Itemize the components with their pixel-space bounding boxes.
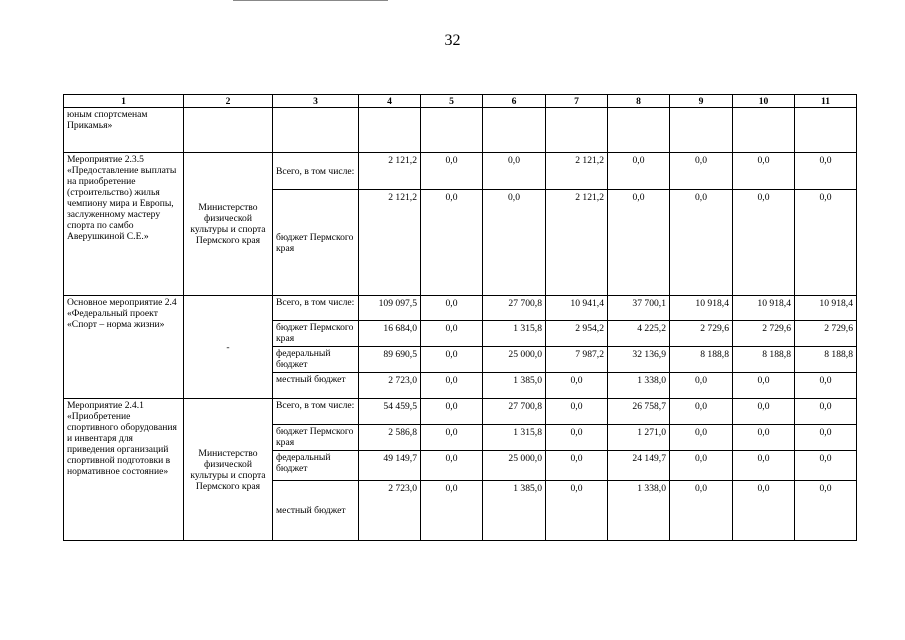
value-cell: 0,0 [670, 190, 733, 296]
value-cell: 0,0 [421, 425, 483, 451]
value-cell: 0,0 [670, 425, 733, 451]
value-cell: 37 700,1 [608, 296, 670, 321]
value-cell: 27 700,8 [483, 296, 546, 321]
value-cell: 0,0 [421, 153, 483, 190]
value-cell: 2 121,2 [359, 153, 421, 190]
value-cell: 0,0 [670, 153, 733, 190]
col-header: 7 [546, 95, 608, 108]
value-cell: 109 097,5 [359, 296, 421, 321]
value-cell: 8 188,8 [795, 347, 857, 373]
value-cell: 8 188,8 [733, 347, 795, 373]
value-cell: 0,0 [795, 373, 857, 399]
value-cell: 2 723,0 [359, 481, 421, 541]
value-cell: 0,0 [670, 481, 733, 541]
col-header: 1 [64, 95, 184, 108]
value-cell: 0,0 [421, 321, 483, 347]
value-cell: 0,0 [546, 373, 608, 399]
col-header: 2 [184, 95, 273, 108]
value-cell: 0,0 [546, 425, 608, 451]
value-cell: 1 338,0 [608, 373, 670, 399]
value-cell: 54 459,5 [359, 399, 421, 425]
value-cell: 7 987,2 [546, 347, 608, 373]
funding-source: Всего, в том числе: [273, 296, 359, 321]
value-cell: 26 758,7 [608, 399, 670, 425]
funding-source: федеральный бюджет [273, 451, 359, 481]
value-cell: 0,0 [733, 373, 795, 399]
col-header: 9 [670, 95, 733, 108]
table-row [64, 153, 857, 190]
value-cell: 0,0 [670, 373, 733, 399]
header-row [64, 95, 857, 108]
value-cell: 2 121,2 [546, 153, 608, 190]
value-cell: 2 723,0 [359, 373, 421, 399]
value-cell: 2 121,2 [546, 190, 608, 296]
col-header: 10 [733, 95, 795, 108]
value-cell: 49 149,7 [359, 451, 421, 481]
value-cell: 0,0 [670, 399, 733, 425]
value-cell: 1 338,0 [608, 481, 670, 541]
value-cell: 10 918,4 [733, 296, 795, 321]
responsible-ministry: Министерство физической культуры и спорта Пермского края [184, 153, 273, 296]
value-cell: 0,0 [795, 399, 857, 425]
value-cell: 1 315,8 [483, 321, 546, 347]
value-cell: 0,0 [670, 451, 733, 481]
value-cell: 2 729,6 [733, 321, 795, 347]
value-cell: 0,0 [421, 347, 483, 373]
value-cell: 0,0 [421, 296, 483, 321]
funding-source: Всего, в том числе: [273, 399, 359, 425]
funding-source: бюджет Пермского края [273, 425, 359, 451]
funding-source: федеральный бюджет [273, 347, 359, 373]
value-cell: 27 700,8 [483, 399, 546, 425]
funding-source: бюджет Пермского края [273, 321, 359, 347]
col-header: 8 [608, 95, 670, 108]
value-cell: 2 954,2 [546, 321, 608, 347]
value-cell: 1 315,8 [483, 425, 546, 451]
value-cell: 0,0 [733, 481, 795, 541]
value-cell: 2 729,6 [670, 321, 733, 347]
value-cell: 0,0 [795, 481, 857, 541]
value-cell: 0,0 [795, 190, 857, 296]
value-cell: 25 000,0 [483, 451, 546, 481]
value-cell: 1 385,0 [483, 481, 546, 541]
value-cell: 0,0 [733, 153, 795, 190]
funding-source: бюджет Пермского края [273, 190, 359, 296]
value-cell: 1 385,0 [483, 373, 546, 399]
col-header: 11 [795, 95, 857, 108]
value-cell: 0,0 [546, 481, 608, 541]
value-cell: 10 918,4 [670, 296, 733, 321]
value-cell: 32 136,9 [608, 347, 670, 373]
responsible-ministry: - [184, 296, 273, 399]
value-cell: 0,0 [608, 190, 670, 296]
value-cell: 25 000,0 [483, 347, 546, 373]
table-row [64, 296, 857, 321]
responsible-ministry: Министерство физической культуры и спорта Пермского края [184, 399, 273, 541]
page-number: 32 [444, 32, 461, 49]
value-cell: 0,0 [421, 399, 483, 425]
value-cell: 0,0 [483, 190, 546, 296]
value-cell: 4 225,2 [608, 321, 670, 347]
value-cell: 0,0 [421, 373, 483, 399]
value-cell: 0,0 [483, 153, 546, 190]
value-cell: 0,0 [733, 190, 795, 296]
value-cell: 0,0 [546, 451, 608, 481]
value-cell: 10 918,4 [795, 296, 857, 321]
value-cell: 0,0 [795, 153, 857, 190]
value-cell: 0,0 [795, 451, 857, 481]
value-cell: 0,0 [421, 190, 483, 296]
value-cell: 1 271,0 [608, 425, 670, 451]
activity-description: Мероприятие 2.3.5 «Предоставление выплаты на приобретение (строительство) жилья чемпиону мира и Европы, заслуженному мастеру спорта по самбо Аверушкиной С.Е.» [64, 153, 184, 296]
value-cell: 89 690,5 [359, 347, 421, 373]
value-cell: 0,0 [608, 153, 670, 190]
value-cell: 2 729,6 [795, 321, 857, 347]
value-cell: 2 121,2 [359, 190, 421, 296]
top-edge-line [233, 0, 388, 1]
table-row [64, 108, 857, 153]
budget-table [63, 94, 857, 541]
col-header: 4 [359, 95, 421, 108]
value-cell: 0,0 [421, 451, 483, 481]
value-cell: 8 188,8 [670, 347, 733, 373]
value-cell: 0,0 [795, 425, 857, 451]
col-header: 5 [421, 95, 483, 108]
funding-source: Всего, в том числе: [273, 153, 359, 190]
value-cell: 16 684,0 [359, 321, 421, 347]
value-cell: 0,0 [546, 399, 608, 425]
funding-source: местный бюджет [273, 481, 359, 541]
value-cell: 24 149,7 [608, 451, 670, 481]
activity-description: Мероприятие 2.4.1 «Приобретение спортивного оборудования и инвентаря для приведения организаций спортивной подготовки в нормативное состояние» [64, 399, 184, 541]
activity-description: Основное мероприятие 2.4 «Федеральный проект «Спорт – норма жизни» [64, 296, 184, 399]
value-cell: 0,0 [733, 425, 795, 451]
col-header: 6 [483, 95, 546, 108]
table-row [64, 399, 857, 425]
value-cell: 0,0 [421, 481, 483, 541]
continued-description: юным спортсменам Прикамья» [64, 108, 184, 153]
col-header: 3 [273, 95, 359, 108]
value-cell: 10 941,4 [546, 296, 608, 321]
value-cell: 0,0 [733, 399, 795, 425]
value-cell: 2 586,8 [359, 425, 421, 451]
funding-source: местный бюджет [273, 373, 359, 399]
value-cell: 0,0 [733, 451, 795, 481]
